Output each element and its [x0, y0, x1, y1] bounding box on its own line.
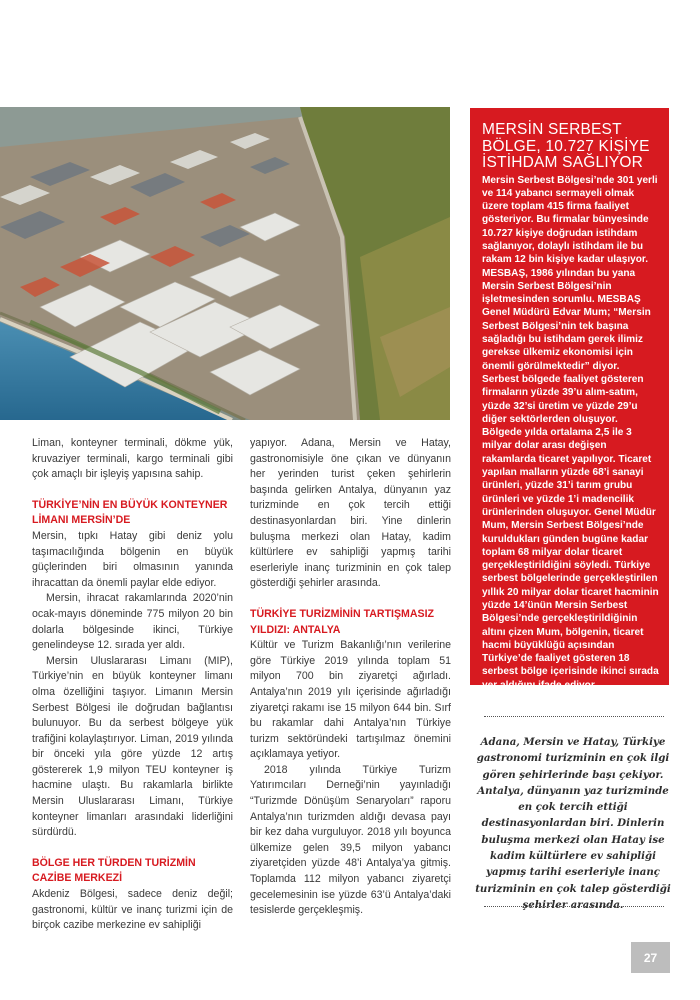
pull-quote: Adana, Mersin ve Hatay, Türkiye gastronomi turizminin en çok ilgi gören şehirlerinde başı çekiyor. Antalya, dünyanın yaz turizminde en çok tercih ettiği destinasyonlardan biri. Dinlerin buluşma merkezi olan Hatay ise kadim kültürlere ev sahipliği yapmış tarihi eserleriyle inanç turizminin en çok talep gösterdiği şehirler arasında.	[475, 736, 671, 911]
paragraph: Mersin, ihracat rakamlarında 2020’nin ocak-mayıs döneminde 775 milyon 20 bin dolarla bölgesinde ikinci, Türkiye genelindeyse 12. sırada yer aldı.	[32, 592, 233, 652]
paragraph: 2018 yılında Türkiye Turizm Yatırımcıları Derneği’nin yayınladığı “Turizmde Dönüşüm Senaryoları” raporu Antalya’nın turizmden aldığı devasa payı bir kez daha vurguluyor. 2018 yılı boyunca ülkemize gelen 39,5 milyon yabancı ziyaretçiden yüzde 48’i Antalya’ya gitmiş. Toplamda 112 milyon yabancı ziyaretçi gecelemesinin ise yüzde 63’ü Antalya’daki tesislerde gerçekleşmiş.	[250, 763, 451, 917]
sidebar-box-free-zone	[470, 108, 669, 691]
section-heading-tourism: BÖLGE HER TÜRDEN TURİZMİN CAZİBE MERKEZİ	[32, 856, 196, 885]
article-column-2	[250, 436, 451, 919]
paragraph: Kültür ve Turizm Bakanlığı’nın verilerine göre Türkiye 2019 yılında toplam 51 milyon 700 bin ziyaretçi ağırladı. Antalya’nın 2019 yılı içerisinde ağırladığı ziyaretçi rakamı ise 15 milyon 644 bin. Sırf bu rakamlar dahi Antalya’nın Türkiye turizm sektöründeki tartışılmaz önemini açıklamaya yetiyor.	[250, 639, 451, 761]
sidebar-body: Mersin Serbest Bölgesi’nde 301 yerli ve 114 yabancı sermayeli olmak üzere toplam 415 firma faaliyet gösteriyor. Bu firmalar bünyesinde 10.727 kişiye doğrudan istihdam sağlanıyor, dolaylı istihdam ile bu rakam 12 bin kişiye kadar ulaşıyor. MESBAŞ, 1986 yılından bu yana Mersin Serbest Bölgesi’nin işletmesinden sorumlu. MESBAŞ Genel Müdürü Edvar Mum; “Mersin Serbest Bölgesi’nin tek başına sağladığı bu istihdam gerek ilimiz gerekse ülkemiz ekonomisi için önemli görülmektedir” diyor. Serbest bölgede faaliyet gösteren firmaların yüzde 39’u alım-satım, yüzde 32’si üretim ve yüzde 29’u diğer sektörlerden oluşuyor. Bölgede yılda ortalama 2,5 ile 3 milyar dolar arası değişen rakamlarda ticaret yapılıyor. Ticaret yapılan malların yüzde 68’i sanayi ürünleri, yüzde 31’i tarım grubu ürünleri ve yüzde 1’i madencilik ürünlerinden oluşuyor. Genel Müdür Mum, Mersin Serbest Bölgesi’nde kuruldukları günden bugüne kadar toplam 68 milyar dolar ticaret gerçekleştirildiğini söyledi. Türkiye serbest bölgelerinde gerçekleştirilen yıllık 20 milyar dolar ticaret hacminin yüzde 14’ünün Mersin Serbest Bölgesi’nde gerçekleştirildiğinin altını çizen Mum, bölgenin, ticaret hacmi büyüklüğü açısından Türkiye’de faaliyet gösteren 18 serbest bölge içerisinde ikinci sırada yer aldığını ifade ediyor.	[482, 174, 659, 691]
quote-divider-bottom	[484, 906, 664, 907]
paragraph: Akdeniz Bölgesi, sadece deniz değil; gastronomi, kültür ve inanç turizmi için de birçok cazibe merkezine ev sahipliği	[32, 888, 233, 932]
section-heading-container-port: TÜRKİYE’NİN EN BÜYÜK KONTEYNER LİMANI MERSİN’DE	[32, 498, 228, 527]
paragraph: yapıyor. Adana, Mersin ve Hatay, gastronomisiyle öne çıkan ve dünyanın her yerinden turist çeken şehirlerin başında gelirken Antalya, dünyanın yaz turizminde en çok tercih ettiği destinasyonlardan biri. Yine dinlerin buluşma merkezi olan Hatay, kadim kültürlere ev sahipliği yapmış tarihi eserleriyle inanç turizminin en çok talep gösterdiği şehirler arasında.	[250, 437, 451, 590]
article-column-1	[32, 436, 233, 934]
paragraph: Mersin Uluslararası Limanı (MIP), Türkiye’nin en büyük konteyner limanı olma özelliğini taşıyor. Limanın Mersin Serbest Bölgesi ile doğrudan bağlantısı bulunuyor. Bu da serbest bölgeye yük trafiğini kolaylaştırıyor. Liman, 2019 yılında bir önceki yıla göre yüzde 12 artış göstererek 1,9 milyon TEU konteyner iş hacmine ulaştı. Bu rakamlarla birlikte Mersin Uluslararası Limanı, Türkiye konteyner limanları arasındaki liderliğini sürdürdü.	[32, 654, 233, 839]
paragraph: Mersin, tıpkı Hatay gibi deniz yolu taşımacılığında bölgenin en büyük güçlerinden biri olmasının yanında ihracattan da önemli paylar elde ediyor.	[32, 529, 233, 589]
paragraph: Liman, konteyner terminali, dökme yük, kruvaziyer terminali, kargo terminali gibi çok amaçlı bir işleyiş yapısına sahip.	[32, 437, 233, 481]
aerial-photo-free-zone	[0, 107, 450, 420]
section-heading-antalya: TÜRKİYE TURİZMİNİN TARTIŞMASIZ YILDIZI: ANTALYA	[250, 607, 435, 636]
quote-divider-top	[484, 716, 664, 717]
page-number: 27	[631, 942, 670, 973]
sidebar-title: MERSİN SERBEST BÖLGE, 10.727 KİŞİYE İSTİHDAM SAĞLIYOR	[482, 121, 650, 171]
